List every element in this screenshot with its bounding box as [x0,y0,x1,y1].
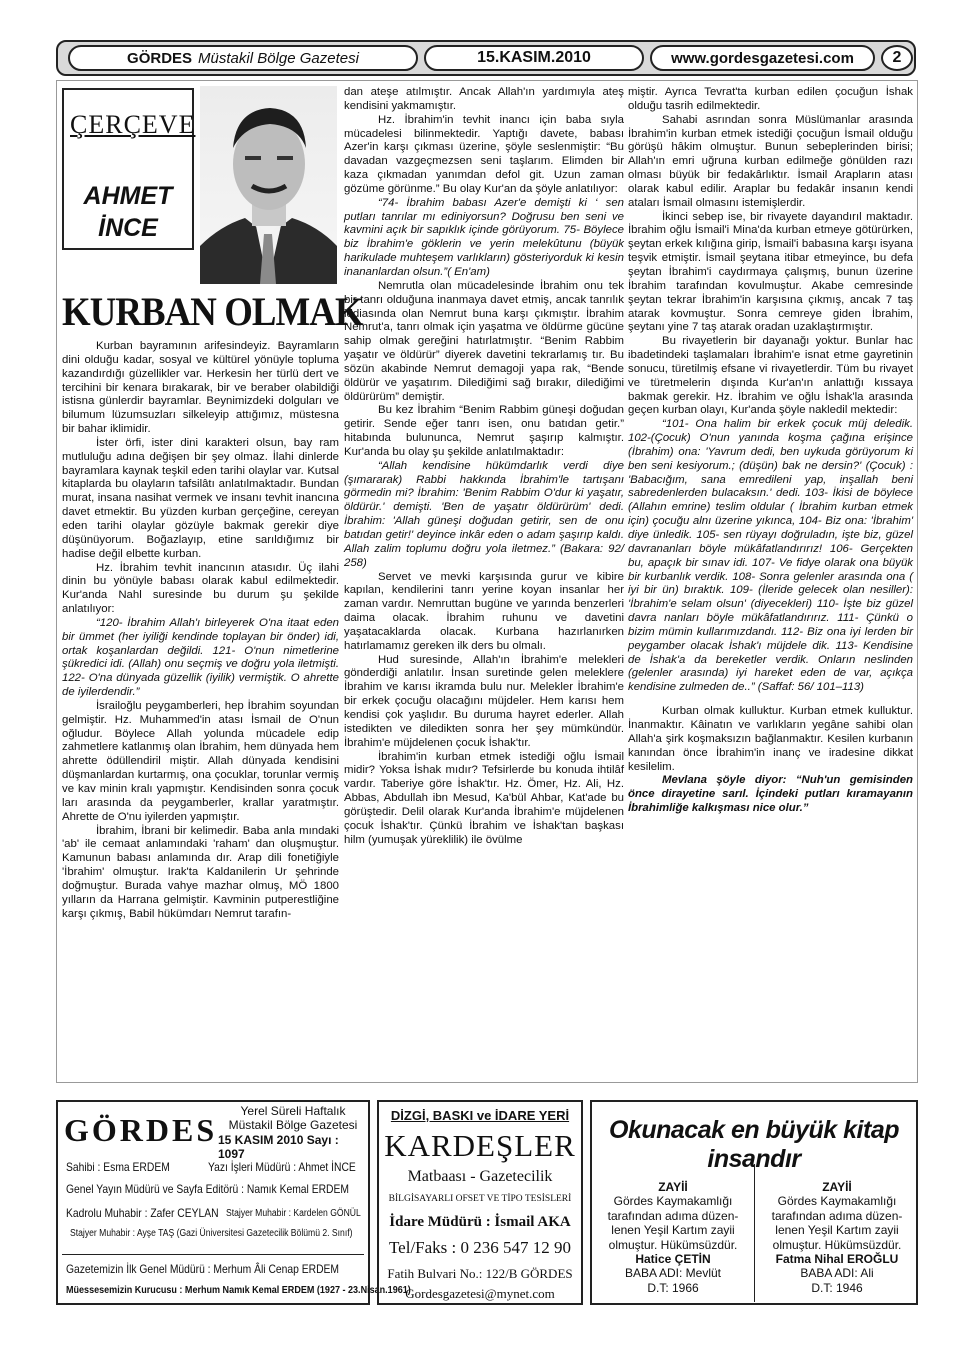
notice-birth-year: D.T: 1966 [647,1280,699,1295]
paragraph: Bu kez İbrahim “Benim Rabbim güneşi doğudan getirir. Sende eğer tanrı isen, onu batıdan getir.” hitabında bulununca, Nemrut şaşırıp kalmıştır. Kur'anda bu olay şu şekilde anlatılmaktadır: [344,404,624,458]
paragraph: miştir. Ayrıca Tevrat'ta kurban edilen çocuğun İshak olduğu tasrih edilmektedir. [628,86,913,112]
printer-email[interactable]: Gordesgazetesi@mynet.com [405,1286,555,1301]
author-photo [200,86,337,284]
publication-type-line2: Müstakil Bölge Gazetesi [228,1118,358,1132]
paragraph: İster örfi, ister dini karakteri olsun, bay ram mutluluğu adına değişen bir şey olmaz. İlahi dinlerde bayramlara kaynak teşkil eden tarihi olaylar var. Kutsal kitaplarda bu olayların tafsilâtı anlatılmaktadır. Bundan murat, insana nasihat vermek ve insanı tevhit inancına davet etmektir. Bu yüzden kurban gerçeğine, cereyan eden tarihi olaylar gözüyle bakmak gerekir diye düşünüyorum. Boğazlayıp, etine sarıldığımız bir hadise değil elbette kurban. [62,436,339,560]
article-headline: KURBAN OLMAK [62,289,363,334]
quote-paragraph: “101- Ona halim bir erkek çocuk müj deledik. 102-(Çocuk) O'nun yanında koşma çağına erişince (İbrahim) ona: 'Yavrum dedi, ben uykuda görüyorum ki ben seni kesiyorum.; (düşün) bak ne dersin?' (Çocuk) : 'Babacığım, sana emredileni yap, inşallah beni sabredenlerden bulacaksın.' dedi. 103- İkisi de böylece (Allahın emrine) teslim oldular ( İbrahim kurban etmek için) çocuğu alnı üzerine yıkınca, 104- Biz ona: 'İbrahim' diye ünledik. 105- sen rüyayı doğruladın, işte biz, güzel davrananları böyle mükâfatlandırırız! 106- Gerçekten bu, apaçık bir sınav idi. 107- Ve fidye olarak ona büyük bir kurbanlık verdik. 108- Sonra gelenler arasında ona ( iyi bir ün) bıraktık. 109- (İleride gelecek olan nesiller): 'İbrahim'e selam olsun' (diyecekleri) 110- İşte biz güzel davra nanları böyle mükâfatlandırırız. 111- Çünkü o bizim mümin kullarımızdandı. 112- Biz ona iyi lerden bir peygamber olacak İshak'ı müjdele dik. 113- Kendisine de İshak'a da bereketler verdik. Onların neslinden (gelenler arasında) iyi hareket eden de var, açıkça kendisine zulmeden de..” (Saffaf: 56/ 101–113) [628,418,913,694]
paragraph: İbrahim, İbrani bir kelimedir. Baba anla mındaki 'ab' ile cemaat anlamındaki 'raham' dan oluşmuştur. Kamunun babası anlamında dır. Arap dili fonetiğiyle 'İbrahim' olmuştur. Irak'ta Kaldanilerin Ur şehrinde doğmuştur. Burada vahye mazhar olmuş, MÖ 1800 yılların da Harrana gelmiştir. Kavminin putperestliğine karşı çıkmış, Babil hükümdarı Nemrut tarafın- [62,824,339,920]
first-director-line: Gazetemizin İlk Genel Müdürü : Merhum Âli Cenap ERDEM [66,1262,340,1276]
paragraph: Sahabi asrından sonra Müslümanlar arasında İbrahim'in kurban etmek istediği çocuğun İsmail olduğu görüşü hâkim olmuştur. Bunun sebeplerinden birisi; Allah'ın emri uğruna kurban edilmeğe gönülden razı olması büyük bir fedakârlıktır. İsmail Arapların atası olarak kabul edilir. Araplar bu fedakâr insanın kendi ataları İsmail olmasını istemişlerdir. [628,113,913,209]
author-last-name: İNCE [98,214,158,242]
printer-heading: DİZGİ, BASKI ve İDARE YERİ [390,1108,570,1123]
notice-title: ZAYİİ [658,1180,688,1194]
paragraph: Hud suresinde, Allah'ın İbrahim'e melekleri gönderdiği anlatılır. İnsan suretinde gelen meleklere İbrahim ve karısı ikramda bulu nur. Melekler İbrahim'e bir erkek çocuğu olacağını müjdeler. Hem karısı hem kendisi çok yaşlıdır. Bu duruma hayret ederler. Allah istedikten ve diledikten sonra her şey mümkündür. İbrahim'e müjdelenen çocuk İshak'tır. [344,653,624,749]
notice-divider [754,1164,755,1302]
notice-line: Gördes Kaymakamlığı [777,1194,897,1209]
page-number: 2 [881,45,913,71]
publication-type [218,1104,368,1132]
article-column-3 [628,86,913,816]
notice-line: Gördes Kaymakamlığı [613,1194,733,1209]
printer-services: BİLGİSAYARLI OFSET VE TİPO TESİSLERİ [388,1194,572,1204]
printer-address: Fatih Bulvari No.: 122/B GÖRDES [387,1266,573,1281]
paragraph: Nemrutla olan mücadelesinde İbrahim onu tek bir tanrı olduğuna inanmaya davet etmiş, ancak tanrılık iddiasında olan Nemrut buna karşı çıkmıştır. İbrahim Nemrut'a, tanrı olmak için yaşatma ve öldürme gücüne sahip olmak gereğini hatırlatmıştır. “Benim Rabbim yaşatır ve öldürür” diyerek davetini tekrarlamış tır. Bu sözün akabinde Nemrut demagoji yapa rak, “Bende öldürür ve yaşatırım. Dilediğimi sağ bırakır, dilediğimi öldürürüm” demiştir. [344,279,624,403]
paragraph: Bu rivayetlerin bir dayanağı yoktur. Bunlar hac ibadetindeki taşlamaları İbrahim'e isnat etme gayretinin sonucu, türetilmiş efsane vi rivayetlerdir. Tüm bu rivayet ve türetmelerin dışında Kur'an'ın anlattığı kıssaya bakmak gerekir. Hz. İbrahim ve oğlu İshak'la arasında geçen kurban olayı, Kur'anda şöyle nakledil mektedir: [628,335,913,417]
founder-line: Müessesemizin Kurucusu : Merhum Namık Kemal ERDEM (1927 - 23.Nisan.1961) [66,1284,411,1296]
author-first-name: AHMET [83,182,173,210]
lost-notice [762,1180,912,1295]
article-column-1 [62,340,339,921]
column-label-box [62,88,194,250]
printer-box [377,1100,583,1305]
notice-line: olmuştur. Hükümsüzdür. [772,1237,902,1252]
author-name [64,180,192,244]
website-link[interactable]: www.gordesgazetesi.com [650,45,875,71]
owner-line: Sahibi : Esma ERDEM [66,1160,170,1174]
masthead-box [56,1100,411,1305]
issue-info: 15 KASIM 2010 Sayı : 1097 [218,1133,339,1161]
paragraph: Hz. İbrahim tevhit inancının atasıdır. Üç ilahi dinin bu yönüyle babası olarak kabul edilmektedir. Kur'anda Nahl suresinde bu durum şu şekilde anlatılıyor: [62,561,339,616]
quote-paragraph: “120- İbrahim Allah'ı birleyerek O'na itaat eden bir ümmet (her iyiliği kendinde toplayan bir önder) idi, ortak koşanlardan değildi. 121- O'nun nimetlerine şükredici idi. (Allah) onu seçmiş ve doğru yola iletmişti. 122- O'na dünyada güzellik (iyilik) vermiştik. O ahrette de iyilerdendir.” [62,616,339,699]
closing-quote: Mevlana şöyle diyor: “Nuh'un gemisinden önce dirayetine sarıl. İçindeki putları kıramayanın İbrahimliğe kalkışması nice olur.” [628,774,913,815]
masthead-logo: GÖRDES [64,1112,218,1148]
notice-title: ZAYİİ [822,1180,852,1194]
notice-line: tarafından adıma düzen- [771,1208,903,1223]
director-line: Genel Yayın Müdürü ve Sayfa Editörü : Namık Kemal ERDEM [66,1182,349,1196]
notice-owner-name: Fatma Nihal EROĞLU [775,1252,899,1267]
issue-date: 15.KASIM.2010 [424,45,644,71]
column-section-title: ÇERÇEVE [70,110,196,139]
notice-birth-year: D.T: 1946 [811,1280,863,1295]
publication-type-line1: Yerel Süreli Haftalık [240,1104,346,1118]
notice-line: olmuştur. Hükümsüzdür. [608,1237,738,1252]
intern-line-1: Stajyer Muhabir : Kardelen GÖNÜL [226,1208,361,1219]
notice-line: tarafından adıma düzen- [607,1208,739,1223]
intern-line-2: Stajyer Muhabir : Ayşe TAŞ (Gazi Üniversitesi Gazetecilik Bölümü 2. Sınıf) [70,1228,353,1239]
reporter-line: Kadrolu Muhabir : Zafer CEYLAN [66,1206,219,1220]
page-header [56,40,916,76]
paragraph: Servet ve mevki karşısında gurur ve kibire kapılan, kendilerini tanrı yerine koyan insanlar her zaman vardır. Nemruttan bugüne ve yarında benzerleri daima olacak. İbrahim ruhunu ve davetini yaşatacaklarda olacak. Kurbana hazırlanırken hatırlamamız gereken ilk ders bu olmalı. [344,570,624,652]
printer-subtitle: Matbaası - Gazetecilik [407,1168,553,1185]
notice-owner-name: Hatice ÇETİN [635,1252,711,1267]
notice-line: lenen Yeşil Kartım zayii [611,1223,735,1238]
paragraph: İsrailoğlu peygamberleri, hep İbrahim soyundan gelmiştir. Hz. Muhammed'in atası İsmail de O'nun oğludur. Böylece Allah yolunda mücadele edip zahmetlere katlanmış olan İbrahim, hem dünyada hem ahrette ödüllendiril miştir. Allah dünyada kendisini düşmanlardan kurtarmış, ona çocuklar, torunlar vermiş ve kav minin kralı yapmıştır. Kendisinden sonra çocuk ları arasında da peygamberler, krallar yaratmıştır. Ahrette de O'nu iyilerden yapmıştır. [62,699,339,823]
masthead-divider [62,1254,364,1255]
quote-paragraph: “74- İbrahim babası Azer'e demişti ki ‘ sen putları tanrılar mı ediniyorsun? Doğrusu ben seni ve kavmini açık bir sapıklık içinde görüyorum. 75- Böylece biz İbrahim'e göklerin ve yerin melekûtunu (büyük harikulade muhteşem varlıkların) gösteriyorduk ki kesin inananlardan olsun.”( En'am) [344,196,624,278]
quote-paragraph: “Allah kendisine hükümdarlık verdi diye (şımararak) Rabbi hakkında İbrahim'le tartışanı görmedin mi? İbrahim: 'Benim Rabbim O'dur ki yaşatır, öldürür.' demişti. 'Ben de yaşatır öldürürüm' dedi. İbrahim: 'Allah güneşi doğudan getirir, sen de onu batıdan getir!' deyince inkâr eden o adam şaşırıp kaldı. Allah zalim toplumu doğru yola iletmez.” (Bakara: 92/ 258) [344,459,624,569]
slogan: Okunacak en büyük kitap insandır [609,1116,899,1173]
printer-name: KARDEŞLER [384,1128,576,1163]
paragraph: Kurban olmak kulluktur. Kurban etmek kulluktur. İnanmaktır. Kâinatın ve varlıkların yegâne sahibi olan Allah'a şirk koşmaksızın bağlanmaktır. Kesilen kurbanın kanından önce İbrahim'in inanç ve iradesine dikkat kesilelim. [628,705,913,773]
paper-name: GÖRDES [127,49,193,67]
lost-notice [598,1180,748,1295]
portrait-image [200,86,337,284]
paragraph: Kurban bayramının arifesindeyiz. Bayramların dini olduğu kadar, sosyal ve kültürel yönüyle topluma kazandırdığı güzellikler var. Herkesin her türlü dert ve tercihini bir kenara bırakarak, bir ve beraber olabildiği istisna günlerdir bayramlar. Beynimizdeki dolguları ve bilumum lüzumsuzları silkeleyip attığımız, müstesna bir bahar iklimidir. [62,340,339,436]
printer-manager: İdare Müdürü : İsmail AKA [389,1214,571,1230]
paper-subtitle: Müstakil Bölge Gazetesi [198,49,359,67]
notice-father-name: BABA ADI: Ali [800,1266,874,1281]
paper-name-badge [68,45,418,71]
paragraph: İkinci sebep ise, bir rivayete dayandırıl maktadır. İbrahim oğlu İsmail'i Mina'da kurban etmeye götürürken, şeytan erkek kılığına girip, İsmail'i babasına karşı isyana teşvik etmiştir. İsmail şeytana itibar etmeyince, bu defa şeytan İbrahim'i caydırmaya çalışmış, bunun üzerine İbrahim tarafından kovulmuştur. Akabe cemresinde şeytan tekrar İbrahim'in karşısına çıkmış, ancak 7 taş atarak kovmuştur. Sonra cemreye giden İbrahim, şeytanı yine 7 taş atarak oradan uzaklaştırmıştır. [628,210,913,334]
paragraph: İbrahim'in kurban etmek istediği oğlu İsmail midir? Yoksa İshak mıdır? Tefsirlerde bu konuda ihtilâf vardır. Taberiye göre İshak'tır. Hz. Ömer, Hz. Ali, Hz. Abbas, Abdullah ibn Mesud, Ka'bül Ahbar, Kat'ade bu görüştedir. Delil olarak Kur'anda İbrahim'e müjdelenen çocuk İshak'tır. Çünkü İbrahim ve İshak'tan başkası hilm (yumuşak yüreklilik) ile övülme [344,750,624,846]
paragraph: Hz. İbrahim'in tevhit inancı için baba sıyla mücadelesi bilinmektedir. Yaptığı davete, babası Azer'in karşı çıkması üzerine, şöyle seslenmiştir: “Bu davadan vazgeçmezsen seni taşlarım. Elimden bir kaza çıkmadan yanımdan defol git. Uzun zaman gözüme görünme.” Bu olay Kur'an da şöyle anlatılıyor: [344,113,624,195]
notice-line: lenen Yeşil Kartım zayii [775,1223,899,1238]
paragraph: dan ateşe atılmıştır. Ancak Allah'ın yardımıyla ateş kendisini yakmamıştır. [344,86,624,112]
notice-father-name: BABA ADI: Mevlüt [624,1266,722,1281]
notices-box [590,1100,918,1305]
printer-phone: Tel/Faks : 0 236 547 12 90 [388,1238,572,1257]
editor-line: Yazı İşleri Müdürü : Ahmet İNCE [208,1160,356,1174]
article-column-2 [344,86,624,847]
